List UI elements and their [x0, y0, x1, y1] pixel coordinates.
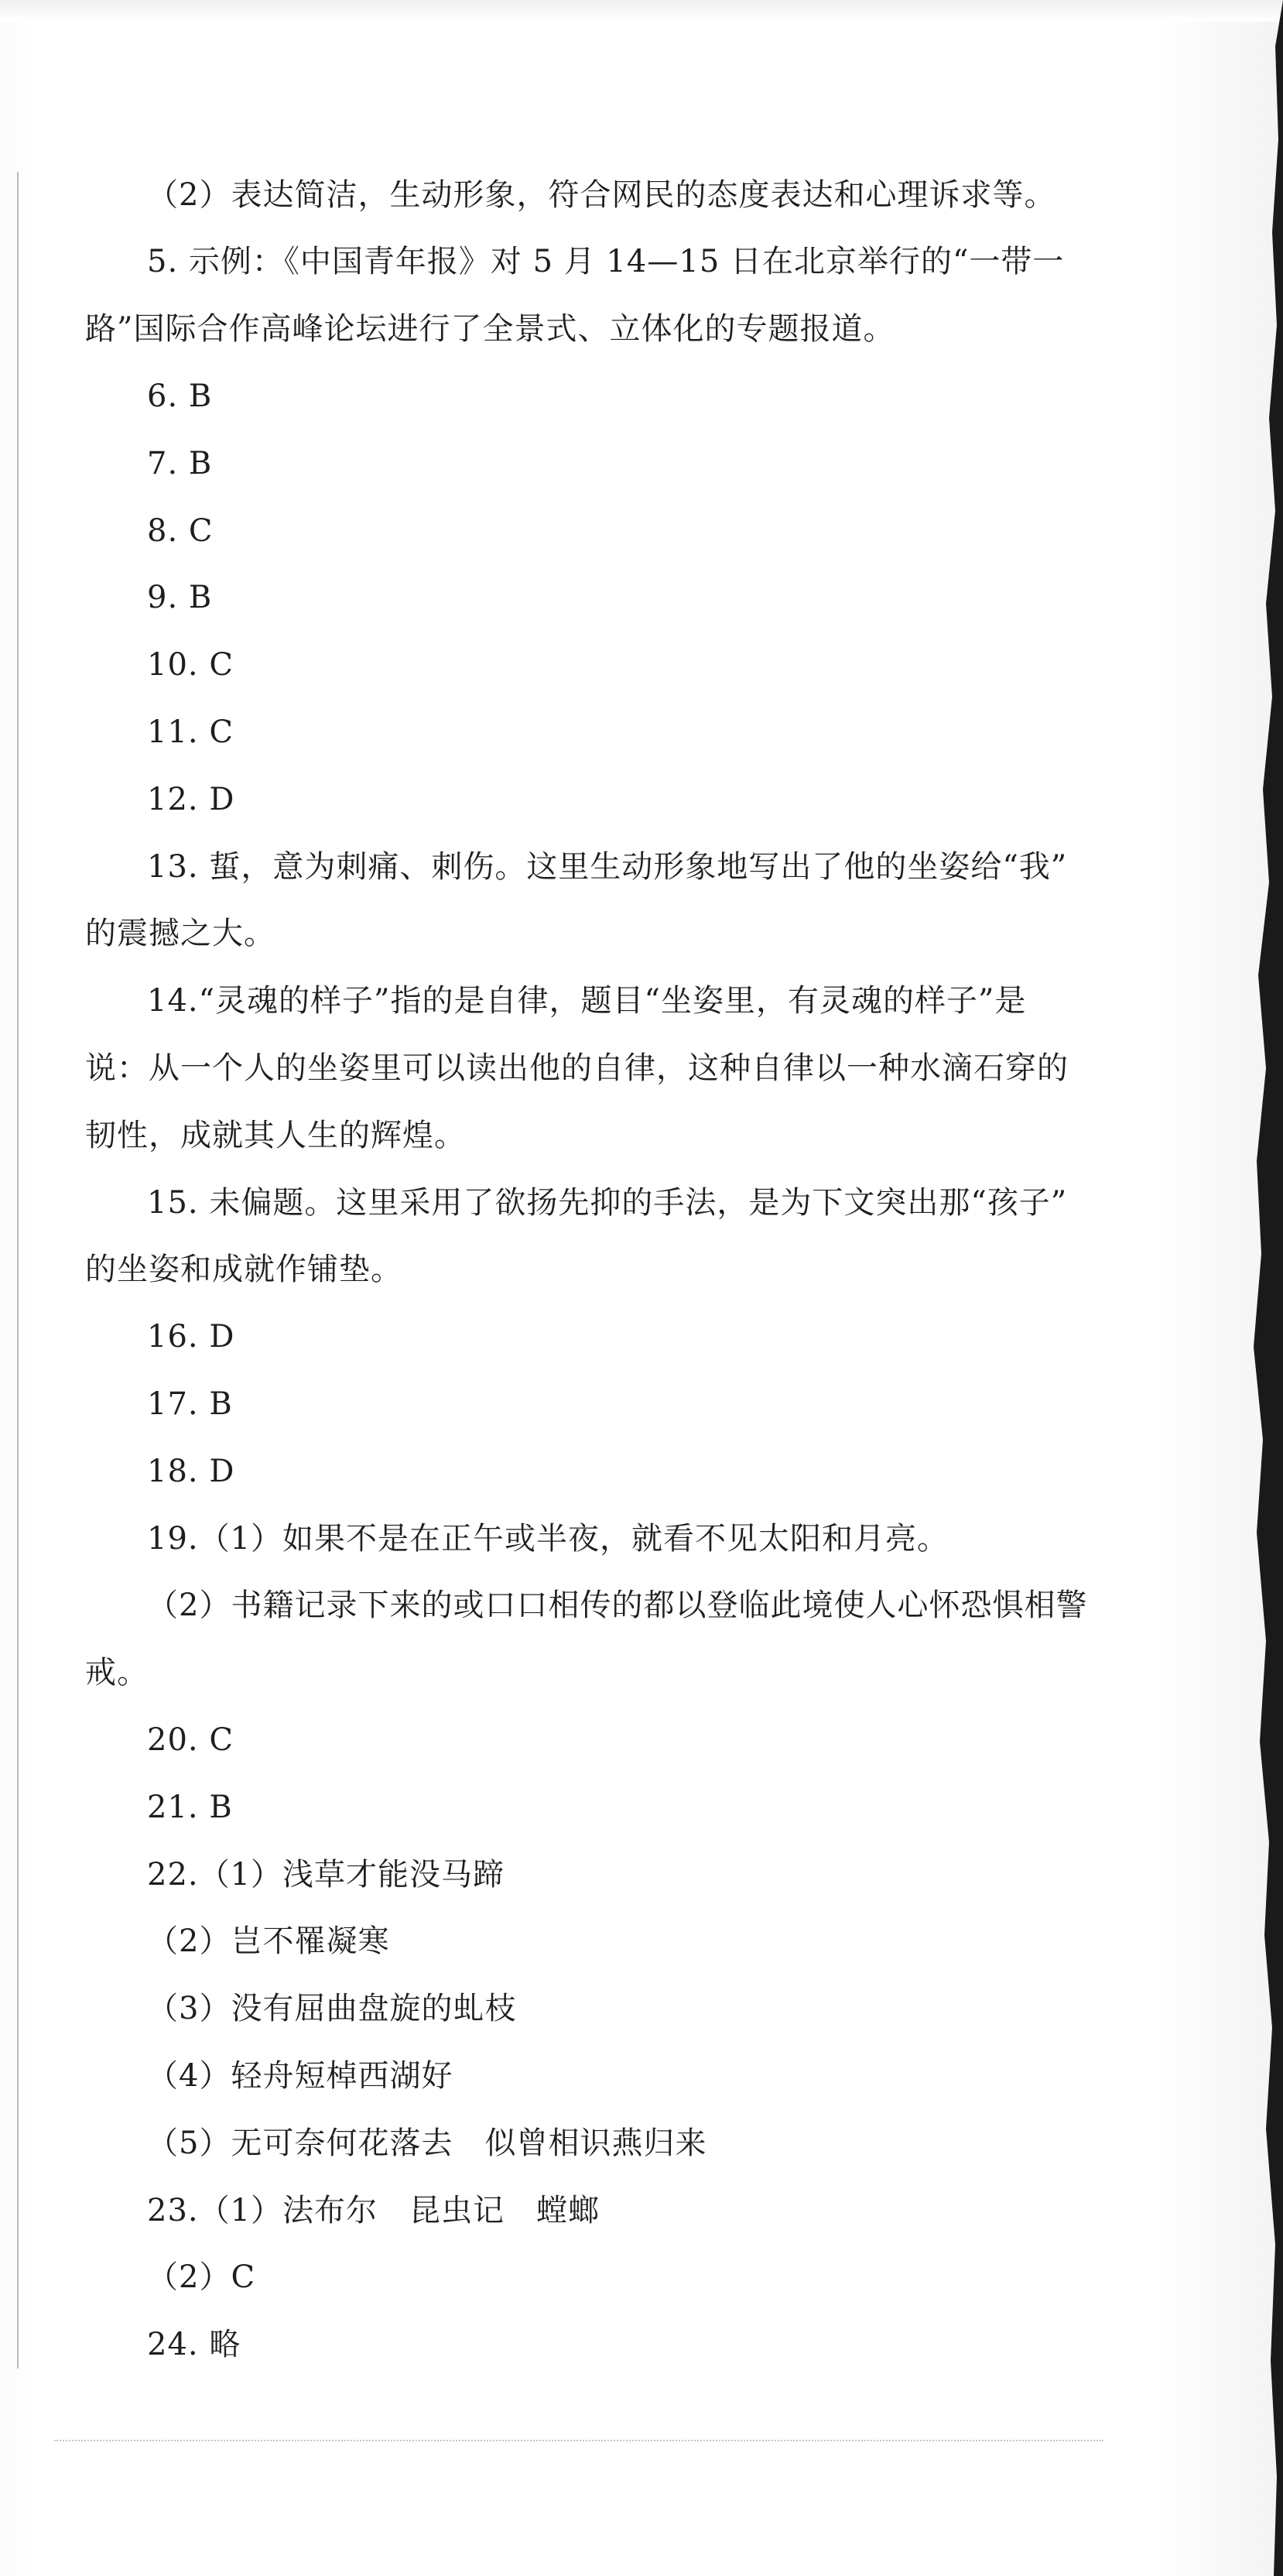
answer-9: 9. B: [147, 580, 213, 615]
answer-10: 10. C: [147, 647, 234, 683]
answer-14-line1: 14.“灵魂的样子”指的是自律，题目“坐姿里，有灵魂的样子”是: [147, 983, 1027, 1019]
answer-17: 17. B: [147, 1386, 233, 1422]
answer-12: 12. D: [147, 782, 235, 817]
answer-22-2: （2）岂不罹凝寒: [147, 1923, 390, 1959]
answer-20: 20. C: [147, 1722, 234, 1758]
answer-11: 11. C: [147, 714, 234, 750]
scan-top-shadow: [0, 0, 1283, 22]
left-margin-rule: [17, 172, 19, 2369]
answer-19-2-line2: 戒。: [85, 1655, 149, 1690]
answer-13-line2: 的震撼之大。: [85, 916, 275, 951]
answer-19-2-line1: （2）书籍记录下来的或口口相传的都以登临此境使人心怀恐惧相警: [147, 1588, 1088, 1623]
torn-binding-edge: [1243, 0, 1283, 2576]
answer-13-line1: 13. 蜇，意为刺痛、刺伤。这里生动形象地写出了他的坐姿给“我”: [147, 849, 1068, 885]
answer-19-1: 19.（1）如果不是在正午或半夜，就看不见太阳和月亮。: [147, 1521, 949, 1557]
answer-18: 18. D: [147, 1454, 235, 1489]
answer-15-line2: 的坐姿和成就作铺垫。: [85, 1252, 402, 1287]
answer-14-line3: 韧性，成就其人生的辉煌。: [85, 1118, 466, 1153]
answer-21: 21. B: [147, 1790, 233, 1825]
answer-22-4: （4）轻舟短棹西湖好: [147, 2058, 453, 2094]
answer-16: 16. D: [147, 1319, 235, 1355]
answer-14-line2: 说：从一个人的坐姿里可以读出他的自律，这种自律以一种水滴石穿的: [85, 1050, 1069, 1086]
answer-5-line1: 5. 示例：《中国青年报》对 5 月 14—15 日在北京举行的“一带一: [147, 244, 1065, 279]
answer-5-line2: 路”国际合作高峰论坛进行了全景式、立体化的专题报道。: [85, 311, 895, 347]
answer-6: 6. B: [147, 379, 213, 414]
answer-23-2: （2）C: [147, 2259, 256, 2295]
answer-4-2: （2）表达简洁，生动形象，符合网民的态度表达和心理诉求等。: [147, 177, 1056, 213]
bottom-dotted-rule: [54, 2440, 1103, 2441]
answer-8: 8. C: [147, 513, 214, 549]
answer-22-1: 22.（1）浅草才能没马蹄: [147, 1857, 505, 1893]
answer-15-line1: 15. 未偏题。这里采用了欲扬先抑的手法，是为下文突出那“孩子”: [147, 1185, 1068, 1221]
answer-22-3: （3）没有屈曲盘旋的虬枝: [147, 1991, 517, 2026]
answer-24: 24. 略: [147, 2327, 241, 2362]
answer-23-1: 23.（1）法布尔 昆虫记 螳螂: [147, 2193, 600, 2228]
answer-7: 7. B: [147, 446, 213, 481]
answer-22-5: （5）无可奈何花落去 似曾相识燕归来: [147, 2126, 707, 2161]
